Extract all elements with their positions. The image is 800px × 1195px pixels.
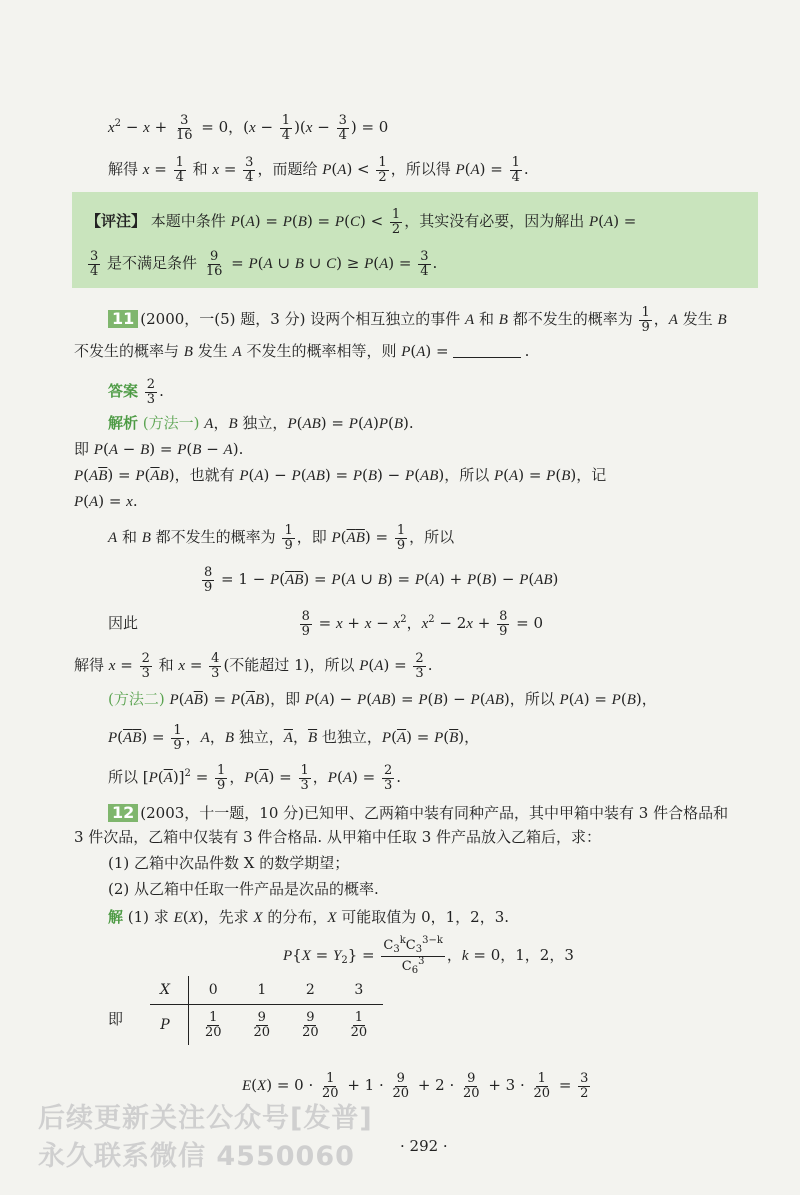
x-value: 0 [188, 976, 237, 1005]
m1-line-2: 即 P(A − B) = P(B − A). [74, 440, 244, 458]
q11-answer: 答案 $\frac{2}{3}$ . [108, 377, 164, 407]
q11-line-1: 11 (2000，一(5) 题，3 分) 设两个相互独立的事件 A 和 B 都不发生的概率为 $\frac{1}{9}$ ，A 发生 B [108, 306, 727, 334]
m1-line-5: A 和 B 都不发生的概率为 $\frac{1}{9}$ ，即 $P(\overline{A}\overline{B})$ = $\frac{1}{9}$ ，所以 [108, 523, 455, 553]
watermark-line-1: 后续更新关注公众号[发普] [38, 1103, 373, 1134]
q11-source: (2000，一(5) 题，3 分) [140, 310, 306, 329]
q12-number: 12 [108, 804, 138, 822]
q12-part-2: (2) 从乙箱中任取一件产品是次品的概率. [108, 880, 379, 898]
p-value: $\frac{1}{20}$ [204, 1010, 222, 1040]
expectation-line: E(X) = 0 · $\frac{1}{20}$ + 1 · $\frac{9}{20}$ + 2 · $\frac{9}{20}$ + 3 · $\frac{1}{20}$ = $\frac{3}{2}$ [242, 1071, 589, 1101]
x-value: 1 [238, 976, 287, 1005]
m1-line-7: 因此 $\frac{8}{9}$ = $x + x - x^2$，$x^2 - 2x$ + $\frac{8}{9}$ = 0 [108, 609, 544, 639]
watermark-line-2: 永久联系微信 4550060 [38, 1141, 355, 1172]
solution-label: 解 [108, 908, 124, 926]
q12-line-1 [108, 804, 728, 822]
q12-part-1: (1) 乙箱中次品件数 X 的数学期望； [108, 854, 350, 872]
comment-label: 【评注】 [86, 212, 147, 231]
solve-line: 解得 x = $\frac{1}{4}$ 和 x = $\frac{3}{4}$ ，而题给 P(A) < $\frac{1}{2}$ ，所以得 P(A) = $\frac{1}{4}$ . [108, 155, 529, 185]
comment-line-2: $\frac{3}{4}$ 是不满足条件 $\frac{9}{16}$ = P(A ∪ B ∪ C) ≥ P(A) = $\frac{3}{4}$ . [90, 249, 438, 279]
answer-blank [453, 357, 521, 358]
q12-solution-1: 解 (1) 求 E(X)，先求 X 的分布，X 可能取值为 0，1，2，3. [108, 908, 510, 926]
q12-text-2: 3 件次品，乙箱中仅装有 3 件合格品. 从甲箱中任取 3 件产品放入乙箱后，求： [74, 828, 602, 846]
m2-line-2: $P(\overline{A}\overline{B})$ = $\frac{1}{9}$ ，A，B 独立，$\overline{A}$，$\overline{B}$ 也独立，$P(\overline{A}) = P(\overline{B})$， [108, 723, 480, 753]
analysis-label: 解析 [108, 414, 139, 432]
answer-label: 答案 [108, 382, 139, 401]
m2-line-1: (方法二) $P(A\overline{B}) = P(\overline{A}B)$，即 P(A) − P(AB) = P(B) − P(AB)，所以 P(A) = P(B)， [108, 690, 657, 708]
q11-line-2: 不发生的概率与 B 发生 A 不发生的概率相等，则 P(A) = . [74, 342, 530, 360]
row-x-label: X [150, 976, 188, 1005]
distribution-table [150, 976, 383, 1045]
p-value: $\frac{1}{20}$ [350, 1010, 368, 1040]
m1-line-4: P(A) = x. [74, 492, 138, 510]
m1-line-8: 解得 x = $\frac{2}{3}$ 和 x = $\frac{4}{3}$ (不能超过 1)，所以 P(A) = $\frac{2}{3}$ . [74, 651, 433, 681]
q12-solution-2: $P\{X = Y_2\}$ = $\frac{C_3^kC_3^{3-k}}{C_6^3}$ ，k = 0，1，2，3 [283, 935, 574, 976]
page-number: · 292 · [400, 1137, 448, 1155]
equation-line: $x^2 - x$ + $\frac{3}{16}$ = 0，(x − $\frac{1}{4}$ )(x − $\frac{3}{4}$ ) = 0 [108, 113, 389, 143]
m2-line-3: 所以 $[P(\overline{A})]^2$ = $\frac{1}{9}$ ，$P(\overline{A})$ = $\frac{1}{3}$ ，P(A) = $\frac{2}{3}$ . [108, 763, 402, 793]
p-value: $\frac{9}{20}$ [302, 1010, 319, 1040]
row-p-label: P [150, 1005, 188, 1046]
x-value: 2 [286, 976, 335, 1005]
comment-line-1: 【评注】 本题中条件 P(A) = P(B) = P(C) < $\frac{1}{2}$ ，其实没有必要，因为解出 P(A) = [86, 207, 637, 237]
method2-label: (方法二) [108, 690, 165, 708]
q11-number: 11 [108, 310, 138, 328]
x-value: 3 [335, 976, 384, 1005]
q12-source: (2003，十一题，10 分) [140, 804, 304, 822]
m1-line-3: $P(A\overline{B}) = P(\overline{A}B)$，也就有 P(A) − P(AB) = P(B) − P(AB)，所以 P(A) = P(B)，记 [74, 466, 607, 484]
table-prefix: 即 [108, 1010, 124, 1028]
method1-label: (方法一) [142, 414, 200, 432]
therefore-label: 因此 [108, 614, 139, 633]
m1-line-6: $\frac{8}{9}$ = $1 - P(\overline{A}\overline{B}) = P(A$ ∪ B) = P(A) + P(B) − P(AB) [204, 565, 559, 595]
m1-line-1: 解析 (方法一) A，B 独立，P(AB) = P(A)P(B). [108, 414, 414, 432]
p-value: $\frac{9}{20}$ [253, 1010, 271, 1040]
q12-text-1: 已知甲、乙两箱中装有同种产品，其中甲箱中装有 3 件合格品和 [304, 804, 729, 822]
